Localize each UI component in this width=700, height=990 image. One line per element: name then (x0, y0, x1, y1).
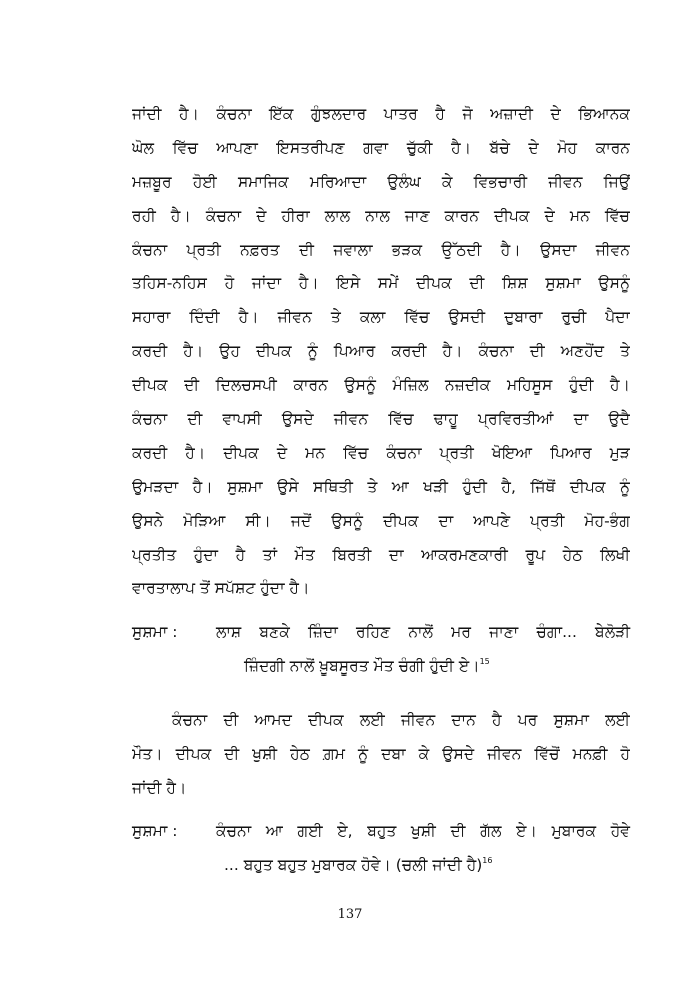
text-line: ਰਹੀ ਹੈ। ਕੰਚਨਾ ਦੇ ਹੀਰਾ ਲਾਲ ਨਾਲ ਜਾਣ ਕਾਰਨ ਦੀਪਕ ਦੇ ਮਨ ਵਿੱਚ (132, 206, 630, 225)
dialogue-line: ਲਾਸ਼ ਬਣਕੇ ਜ਼ਿੰਦਾ ਰਹਿਣ ਨਾਲੋਂ ਮਰ ਜਾਣਾ ਚੰਗਾ... ਬੇਲੋੜੀ (216, 623, 630, 641)
text-line: ਕਰਦੀ ਹੈ। ਦੀਪਕ ਦੇ ਮਨ ਵਿੱਚ ਕੰਚਨਾ ਪ੍ਰਤੀ ਖੋਇਆ ਪਿਆਰ ਮੁੜ (132, 443, 630, 462)
body-paragraph-1 (132, 98, 630, 606)
footnote-marker: 16 (482, 856, 493, 865)
text-line: ਉਸਨੇ ਮੋੜਿਆ ਸੀ। ਜਦੋਂ ਉਸਨੂੰ ਦੀਪਕ ਦਾ ਆਪਣੇ ਪ੍ਰਤੀ ਮੋਹ-ਭੰਗ (132, 511, 630, 530)
dialogue-text: ... ਬਹੁਤ ਬਹੁਤ ਮੁਬਾਰਕ ਹੋਵੇ। (ਚਲੀ ਜਾਂਦੀ ਹੈ) (224, 856, 483, 874)
dialogue-block-2 (132, 815, 630, 885)
text-line: ਸਹਾਰਾ ਦਿੰਦੀ ਹੈ। ਜੀਵਨ ਤੇ ਕਲਾ ਵਿੱਚ ਉਸਦੀ ਦੁਬਾਰਾ ਰੁਚੀ ਪੈਦਾ (132, 308, 630, 327)
speaker-label: ਸੁਸ਼ਮਾ : (132, 623, 178, 641)
text-line: ਪ੍ਰਤੀਤ ਹੁੰਦਾ ਹੈ ਤਾਂ ਮੌਤ ਬਿਰਤੀ ਦਾ ਆਕਰਮਣਕਾਰੀ ਰੂਪ ਹੇਠ ਲਿਖੀ (132, 545, 630, 564)
text-line: ਦੀਪਕ ਦੀ ਦਿਲਚਸਪੀ ਕਾਰਨ ਉਸਨੂੰ ਮੰਜ਼ਿਲ ਨਜ਼ਦੀਕ ਮਹਿਸੂਸ ਹੁੰਦੀ ਹੈ। (132, 376, 630, 395)
dialogue-line (244, 650, 490, 684)
dialogue-text: ਜ਼ਿੰਦਗੀ ਨਾਲੋਂ ਖ਼ੂਬਸੂਰਤ ਮੌਤ ਚੰਗੀ ਹੁੰਦੀ ਏ। (244, 657, 480, 675)
text-line: ਘੋਲ ਵਿੱਚ ਆਪਣਾ ਇਸਤਰੀਪਣ ਗਵਾ ਚੁੱਕੀ ਹੈ। ਬੱਚੇ ਦੇ ਮੋਹ ਕਾਰਨ (132, 138, 630, 157)
page-number: 137 (337, 907, 363, 922)
dialogue-line: ਕੰਚਨਾ ਆ ਗਈ ਏ, ਬਹੁਤ ਖੁਸ਼ੀ ਦੀ ਗੱਲ ਏ। ਮੁਬਾਰਕ ਹੋਵੇ (216, 822, 630, 840)
dialogue-block-1 (132, 616, 630, 686)
text-line: ਉਮੜਦਾ ਹੈ। ਸੁਸ਼ਮਾ ਉਸੇ ਸਥਿਤੀ ਤੇ ਆ ਖੜੀ ਹੁੰਦੀ ਹੈ, ਜਿੱਥੋਂ ਦੀਪਕ ਨੂੰ (132, 477, 630, 496)
text-line: ਕੰਚਨਾ ਦੀ ਵਾਪਸੀ ਉਸਦੇ ਜੀਵਨ ਵਿੱਚ ਢਾਹੂ ਪ੍ਰਵਿਰਤੀਆਂ ਦਾ ਉਦੈ (132, 410, 630, 429)
body-paragraph-2 (132, 704, 630, 806)
text-line: ਕੰਚਨਾ ਦੀ ਆਮਦ ਦੀਪਕ ਲਈ ਜੀਵਨ ਦਾਨ ਹੈ ਪਰ ਸੁਸ਼ਮਾ ਲਈ (172, 711, 630, 729)
footnote-marker: 15 (479, 657, 490, 666)
text-line: ਮਜ਼ਬੂਰ ਹੋਈ ਸਮਾਜਿਕ ਮਰਿਆਦਾ ਉਲੰਘ ਕੇ ਵਿਭਚਾਰੀ ਜੀਵਨ ਜਿਉਂ (132, 172, 630, 191)
text-line: ਕੰਚਨਾ ਪ੍ਰਤੀ ਨਫ਼ਰਤ ਦੀ ਜਵਾਲਾ ਭੜਕ ਉੱਠਦੀ ਹੈ। ਉਸਦਾ ਜੀਵਨ (132, 240, 630, 259)
text-line: ਤਹਿਸ-ਨਹਿਸ ਹੋ ਜਾਂਦਾ ਹੈ। ਇਸੇ ਸਮੇਂ ਦੀਪਕ ਦੀ ਸ਼ਿਸ਼ ਸੁਸ਼ਮਾ ਉਸਨੂੰ (132, 274, 630, 293)
speaker-label: ਸੁਸ਼ਮਾ : (132, 822, 178, 840)
text-line: ਵਾਰਤਾਲਾਪ ਤੋਂ ਸਪੱਸ਼ਟ ਹੁੰਦਾ ਹੈ। (132, 579, 310, 598)
text-line: ਕਰਦੀ ਹੈ। ਉਹ ਦੀਪਕ ਨੂੰ ਪਿਆਰ ਕਰਦੀ ਹੈ। ਕੰਚਨਾ ਦੀ ਅਣਹੋਂਦ ਤੇ (132, 342, 630, 361)
text-line: ਜਾਂਦੀ ਹੈ। (132, 778, 187, 797)
text-line: ਜਾਂਦੀ ਹੈ। ਕੰਚਨਾ ਇੱਕ ਗੁੰਝਲਦਾਰ ਪਾਤਰ ਹੈ ਜੋ ਅਜ਼ਾਦੀ ਦੇ ਭਿਆਨਕ (132, 105, 630, 123)
dialogue-line (224, 849, 492, 883)
text-line: ਮੌਤ। ਦੀਪਕ ਦੀ ਖੁਸ਼ੀ ਹੇਠ ਗ਼ਮ ਨੂੰ ਦਬਾ ਕੇ ਉਸਦੇ ਜੀਵਨ ਵਿੱਚੋਂ ਮਨਫ਼ੀ ਹੋ (132, 744, 630, 763)
